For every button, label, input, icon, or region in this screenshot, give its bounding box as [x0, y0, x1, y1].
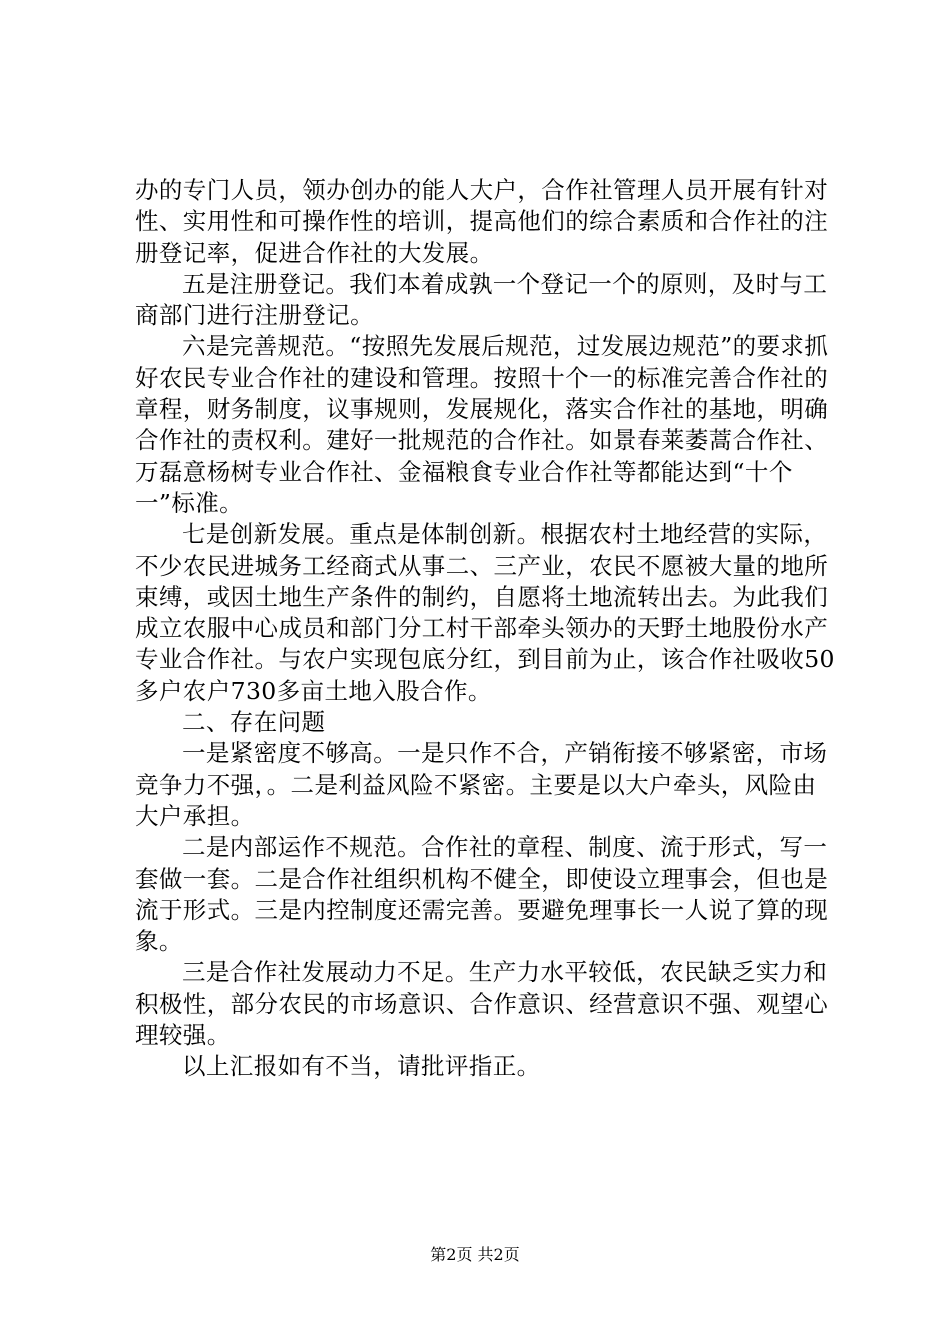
section-heading-problems: 二、存在问题 — [182, 708, 326, 737]
paragraph-innovation: 七是创新发展。重点是体制创新。根据农村土地经营的实际，不少农民进城务工经商式从事二、三产业，农民不愿被大量的地所束缚，或因土地生产条件的制约，自愿将土地流转出去。为此我们成立农服中心成员和部门分工村干部牵头领办的天野土地股份水产专业合作社。与农户实现包底分红，到目前为止，该合作社吸收50多户农户730多亩土地入股合作。 — [135, 520, 835, 705]
paragraph-problem-motivation: 三是合作社发展动力不足。生产力水平较低，农民缺乏实力和积极性，部分农民的市场意识、合作意识、经营意识不强、观望心理较强。 — [135, 958, 829, 1050]
paragraph-training: 办的专门人员，领办创办的能人大户，合作社管理人员开展有针对性、实用性和可操作性的培训，提高他们的综合素质和合作社的注册登记率，促进合作社的大发展。 — [135, 176, 829, 267]
page-footer — [0, 1245, 950, 1265]
paragraph-problem-closeness: 一是紧密度不够高。一是只作不合，产销衔接不够紧密，市场竞争力不强，。二是利益风险不紧密。主要是以大户牵头，风险由大户承担。 — [135, 739, 828, 830]
paragraph-closing: 以上汇报如有不当，请批评指正。 — [182, 1052, 541, 1081]
paragraph-registration: 五是注册登记。我们本着成孰一个登记一个的原则，及时与工商部门进行注册登记。 — [135, 269, 828, 330]
paragraph-standardization: 六是完善规范。“按照先发展后规范，过发展边规范”的要求抓好农民专业合作社的建设和管理。按照十个一的标准完善合作社的章程，财务制度，议事规则，发展规化，落实合作社的基地，明确合作社的责权利。建好一批规范的合作社。如景春莱萎蒿合作社、万磊意杨树专业合作社、金福粮食专业合作社等都能达到“十个一”标准。 — [135, 332, 829, 517]
document-body — [135, 175, 835, 1083]
paragraph-problem-operation: 二是内部运作不规范。合作社的章程、制度、流于形式，写一套做一套。二是合作社组织机构不健全，即使设立理事会，但也是流于形式。三是内控制度还需完善。要避免理事长一人说了算的现象。 — [135, 833, 829, 956]
page-number-label: 第2页 共2页 — [430, 1245, 520, 1264]
